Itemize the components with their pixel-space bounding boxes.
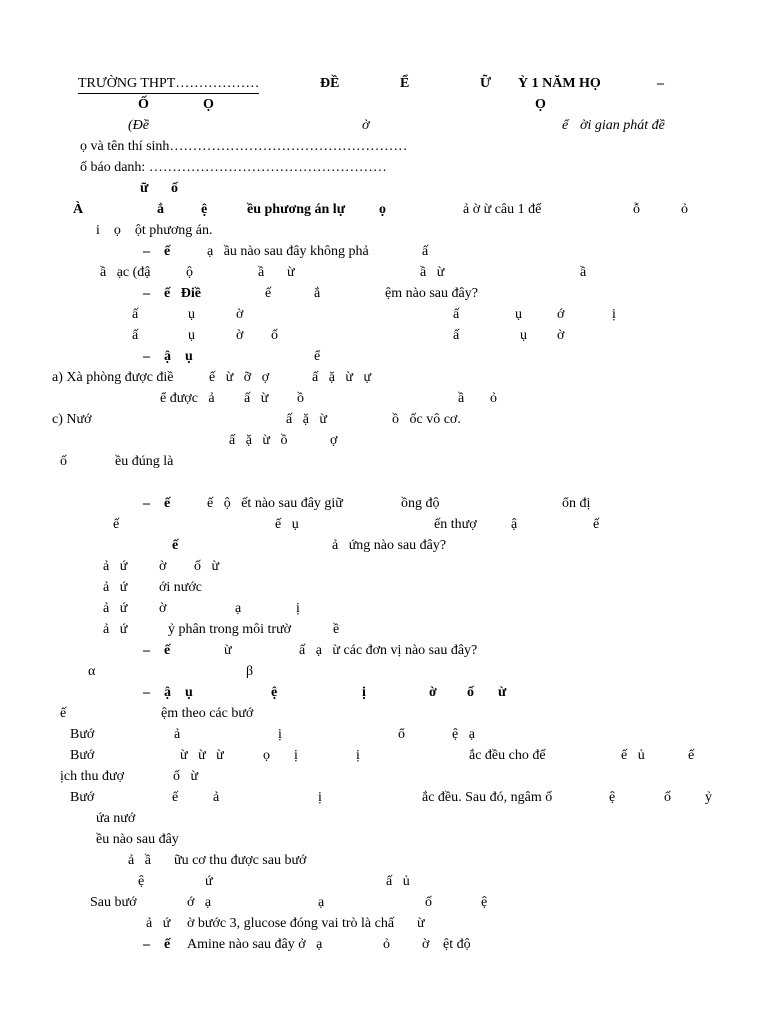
question-4-text: ế <box>113 517 120 532</box>
section-heading: ố <box>171 181 178 196</box>
statement-a: ế ừ ỡ ợ <box>209 370 270 385</box>
question-5-text: ừ <box>224 643 232 658</box>
question-6-text: ệ <box>271 685 278 700</box>
question-6-label: – ậ ụ <box>143 685 193 700</box>
exam-title-part: Ọ <box>535 97 546 112</box>
exam-note: ời gian phát đề <box>580 118 665 133</box>
question-6-option-a: ữu cơ thu được sau bướ <box>174 853 307 868</box>
step-3: Bướ <box>70 790 95 805</box>
question-6-text: ị <box>362 685 366 700</box>
statement-c: c) Nướ <box>52 412 92 427</box>
question-5-option-alpha: α <box>88 664 96 679</box>
question-6-option-c: ớ ạ <box>187 895 212 910</box>
question-6-option-c: Sau bướ <box>90 895 137 910</box>
statement-b: ấ ừ <box>244 391 269 406</box>
question-4-option-b: ả ứ <box>103 580 128 595</box>
question-2-option: ụ <box>188 328 195 343</box>
question-4-option-d: ỷ phân trong môi trườ <box>168 622 292 637</box>
question-4-option-c: ả ứ <box>103 601 128 616</box>
question-6-option-d: ừ <box>417 916 425 931</box>
question-4-text: ậ <box>511 517 518 532</box>
statement-c: ồ ốc vô cơ. <box>392 412 461 427</box>
step-1: ổ <box>398 727 405 742</box>
section-intro: ỗ <box>633 202 640 217</box>
question-6-option-b: ấ ủ <box>386 874 410 889</box>
question-4-text: ế ộ ết nào sau đây giữ <box>207 496 343 511</box>
step-3: ố <box>664 790 671 805</box>
question-4-text: ế <box>593 517 600 532</box>
statement-b: ầ <box>458 391 465 406</box>
step-3: ỷ <box>705 790 712 805</box>
question-1-option: ầ ừ <box>420 265 445 280</box>
question-6-option-d: ả ứ <box>146 916 171 931</box>
question-7-text: Amine nào sau đây ở ạ <box>187 937 323 952</box>
exam-title-part: Ể <box>400 76 410 91</box>
question-2-text: ế <box>265 286 272 301</box>
exam-title-part: Ố <box>138 97 149 112</box>
step-2: ọ <box>263 748 270 763</box>
question-3-label: – ậ ụ <box>143 349 193 364</box>
step-1: ả <box>174 727 181 742</box>
statement-b: ể được ả <box>160 391 215 406</box>
question-4-text: ả ứng nào sau đây? <box>332 538 447 553</box>
step-2: ịch thu đượ <box>60 769 124 784</box>
step-3: ế <box>172 790 179 805</box>
step-3: ả <box>213 790 220 805</box>
question-6-text: ố <box>467 685 474 700</box>
step-2: ế ủ <box>621 748 645 763</box>
statement-b: ỏ <box>490 391 497 406</box>
section-intro: ều phương án lự <box>247 202 346 217</box>
question-6-text: ờ <box>429 685 437 700</box>
question-4-label: – ế <box>143 496 171 511</box>
question-7-text: ờ <box>422 937 430 952</box>
question-1-option: ầ <box>580 265 587 280</box>
statement-a: ấ ặ ừ ự <box>312 370 372 385</box>
question-4-option-c: ờ <box>159 601 167 616</box>
step-3: ứa nướ <box>96 811 136 826</box>
question-4-option-d: ả ứ <box>103 622 128 637</box>
question-7-text: ỏ <box>383 937 390 952</box>
exam-title-part: Ọ <box>203 97 214 112</box>
question-5-option-beta: β <box>246 664 254 679</box>
question-4-option-a: ả ứ <box>103 559 128 574</box>
question-1-option: ầ ạc (đậ <box>100 265 151 280</box>
count-question: ều đúng là <box>115 454 174 469</box>
statement-d: ấ ặ ừ ồ <box>229 433 288 448</box>
student-name-field: ọ và tên thí sinh…………………………………………… <box>80 139 408 154</box>
section-heading: ữ <box>140 181 149 196</box>
question-6-option-c: ạ <box>318 895 325 910</box>
statement-b: ồ <box>297 391 304 406</box>
question-2-option: ụ <box>520 328 527 343</box>
step-2: ắc đều cho đế <box>469 748 546 763</box>
question-6-text: ừ <box>498 685 507 700</box>
question-4-option-d: ề <box>333 622 340 637</box>
question-6-option-a: ả ầ <box>128 853 151 868</box>
question-1-text: ạ ầu nào sau đây không phả <box>207 244 369 259</box>
question-6-option-b: ệ <box>138 874 145 889</box>
question-4-option-b: ới nước <box>159 580 202 595</box>
question-5-label: – ế <box>143 643 171 658</box>
section-intro: ả ờ ừ câu 1 đế <box>463 202 542 217</box>
question-3-text: ể <box>314 349 321 364</box>
question-5-text: ấ ạ ừ các đơn vị nào sau đây? <box>299 643 478 658</box>
question-6-option-c: ệ <box>481 895 488 910</box>
exam-note: ể <box>562 118 569 133</box>
exam-note: ờ <box>362 118 370 133</box>
exam-title-part: Ữ <box>480 76 492 91</box>
question-2-option: ị <box>612 307 616 322</box>
question-4-option-c: ạ <box>235 601 242 616</box>
question-2-option: ờ <box>236 328 244 343</box>
section-intro: ệ <box>201 202 208 217</box>
count-question: ố <box>60 454 67 469</box>
question-2-option: ớ <box>557 307 565 322</box>
exam-title-part: Ỳ 1 NĂM HỌ <box>518 76 601 91</box>
question-4-text: ồng độ <box>401 496 440 511</box>
step-1: Bướ <box>70 727 95 742</box>
step-3: ệ <box>609 790 616 805</box>
question-2-option: ờ <box>557 328 565 343</box>
statement-d: ợ <box>330 433 338 448</box>
step-2: Bướ <box>70 748 95 763</box>
step-3: ắc đều. Sau đó, ngâm ố <box>422 790 553 805</box>
question-6-text: ế <box>60 706 67 721</box>
statement-c: ấ ặ ừ <box>286 412 328 427</box>
question-1-label: – ế <box>143 244 171 259</box>
step-2: ừ ừ ừ <box>180 748 224 763</box>
section-intro: À <box>73 202 84 217</box>
question-2-option: ờ <box>236 307 244 322</box>
question-2-option: ố <box>271 328 278 343</box>
question-2-option: ụ <box>188 307 195 322</box>
question-1-option: ộ <box>186 265 193 280</box>
step-2: ố ừ <box>173 769 199 784</box>
candidate-number-field: ố báo danh: …………………………………………… <box>80 160 387 175</box>
section-intro: i ọ ột phương án. <box>96 223 213 238</box>
step-3: ị <box>318 790 322 805</box>
section-intro: ọ <box>379 202 386 217</box>
exam-note: (Đề <box>128 118 149 133</box>
question-6-text: ệm theo các bướ <box>161 706 254 721</box>
question-6-option-c: ố <box>425 895 432 910</box>
question-1-option: ừ <box>287 265 295 280</box>
question-4-text: ế <box>172 538 179 553</box>
school-name: TRƯỜNG THPT……………… <box>78 76 259 94</box>
question-6-option-b: ứ <box>205 874 213 889</box>
question-2-label: – ế Điề <box>143 286 201 301</box>
question-7-text: ệt độ <box>443 937 471 952</box>
question-4-option-a: ố ừ <box>194 559 220 574</box>
question-1-option: ầ <box>258 265 265 280</box>
question-2-option: ấ <box>453 307 460 322</box>
statement-a: a) Xà phòng được điề <box>52 370 174 385</box>
question-4-text: ổn đị <box>562 496 591 511</box>
question-2-text: ệm nào sau đây? <box>385 286 478 301</box>
question-6-prompt: ều nào sau đây <box>96 832 179 847</box>
step-1: ệ ạ <box>452 727 475 742</box>
question-4-option-c: ị <box>296 601 300 616</box>
question-2-text: ắ <box>314 286 321 301</box>
question-2-option: ấ <box>453 328 460 343</box>
question-4-text: ế ụ <box>275 517 299 532</box>
step-2: ị <box>294 748 298 763</box>
question-4-text: ến thượ <box>434 517 477 532</box>
exam-title-part: ĐỀ <box>320 76 340 91</box>
section-intro: ỏ <box>681 202 688 217</box>
step-1: ị <box>278 727 282 742</box>
question-6-option-d: ờ bước 3, glucose đóng vai trò là chấ <box>187 916 395 931</box>
question-2-option: ụ <box>515 307 522 322</box>
question-7-label: – ế <box>143 937 171 952</box>
question-2-option: ấ <box>132 307 139 322</box>
question-4-option-a: ờ <box>159 559 167 574</box>
section-intro: ắ <box>157 202 164 217</box>
question-2-option: ấ <box>132 328 139 343</box>
step-2: ị <box>356 748 360 763</box>
step-2: ế <box>688 748 695 763</box>
exam-title-part: – <box>657 76 664 91</box>
question-1-text: ấ <box>422 244 429 259</box>
